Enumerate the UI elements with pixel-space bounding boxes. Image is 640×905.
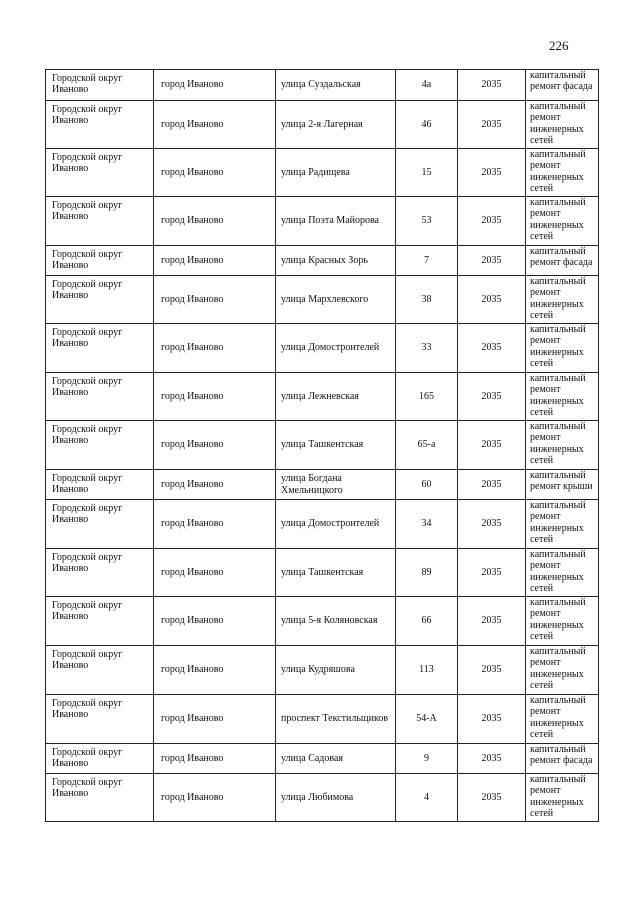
cell-street: [276, 276, 396, 324]
cell-district: [46, 197, 154, 246]
cell-district-text: Городской округ Иваново: [52, 600, 123, 623]
cell-year: [458, 276, 526, 324]
cell-district: [46, 421, 154, 470]
cell-district: [46, 695, 154, 744]
cell-year-text: 2035: [481, 615, 502, 627]
cell-district: [46, 101, 154, 149]
cell-house-number: [396, 324, 458, 373]
cell-city-text: город Иваново: [161, 752, 224, 764]
cell-district: [46, 549, 154, 597]
table-row: [46, 646, 599, 695]
cell-year: [458, 470, 526, 500]
cell-house-number: [396, 197, 458, 246]
cell-year-text: 2035: [481, 752, 502, 764]
cell-district-text: Городской округ Иваново: [52, 424, 123, 447]
cell-work-type: [526, 470, 599, 500]
cell-district-text: Городской округ Иваново: [52, 747, 123, 770]
cell-work-type-text: капитальный ремонт фасада: [530, 744, 593, 767]
cell-work-type: [526, 373, 599, 421]
cell-year: [458, 324, 526, 373]
cell-city: [154, 597, 276, 646]
cell-district: [46, 324, 154, 373]
cell-district-text: Городской округ Иваново: [52, 279, 123, 302]
cell-city: [154, 695, 276, 744]
cell-street: [276, 324, 396, 373]
table-row: [46, 373, 599, 421]
cell-city-text: город Иваново: [161, 118, 224, 130]
cell-street-text: улица Ташкентская: [281, 566, 364, 578]
cell-city-text: город Иваново: [161, 215, 224, 227]
cell-district-text: Городской округ Иваново: [52, 152, 123, 175]
cell-city-text: город Иваново: [161, 615, 224, 627]
cell-street-text: улица Кудряшова: [281, 664, 355, 676]
cell-year-text: 2035: [481, 79, 502, 91]
cell-city: [154, 774, 276, 822]
cell-house-number-text: 113: [419, 664, 434, 676]
cell-house-number: [396, 421, 458, 470]
cell-district: [46, 70, 154, 101]
cell-district: [46, 774, 154, 822]
cell-district: [46, 373, 154, 421]
page-number: 226: [549, 38, 569, 53]
cell-house-number: [396, 695, 458, 744]
cell-district-text: Городской округ Иваново: [52, 249, 123, 272]
table-row: [46, 324, 599, 373]
cell-work-type-text: капитальный ремонт инженерных сетей: [530, 597, 586, 643]
cell-year-text: 2035: [481, 478, 502, 490]
cell-house-number: [396, 373, 458, 421]
cell-street-text: проспект Текстильщиков: [281, 713, 389, 725]
cell-work-type: [526, 774, 599, 822]
cell-work-type: [526, 246, 599, 276]
cell-street: [276, 373, 396, 421]
cell-street: [276, 246, 396, 276]
cell-work-type: [526, 421, 599, 470]
cell-city-text: город Иваново: [161, 254, 224, 266]
cell-district: [46, 597, 154, 646]
table-row: [46, 276, 599, 324]
cell-city: [154, 324, 276, 373]
table-row: [46, 744, 599, 774]
cell-city-text: город Иваново: [161, 664, 224, 676]
cell-year: [458, 744, 526, 774]
cell-year-text: 2035: [481, 518, 502, 530]
cell-district: [46, 646, 154, 695]
cell-work-type-text: капитальный ремонт инженерных сетей: [530, 695, 586, 741]
cell-street-text: улица Домостроителей: [281, 342, 380, 354]
cell-district-text: Городской округ Иваново: [52, 777, 123, 800]
cell-street: [276, 744, 396, 774]
cell-year-text: 2035: [481, 215, 502, 227]
cell-house-number-text: 89: [421, 566, 432, 578]
cell-work-type: [526, 597, 599, 646]
cell-street: [276, 597, 396, 646]
table-row: [46, 149, 599, 197]
cell-year-text: 2035: [481, 166, 502, 178]
cell-work-type-text: капитальный ремонт инженерных сетей: [530, 197, 586, 243]
cell-house-number-text: 4: [424, 791, 429, 803]
cell-street-text: улица Любимова: [281, 791, 354, 803]
table-row: [46, 500, 599, 549]
table-row: [46, 470, 599, 500]
cell-house-number-text: 65-а: [417, 439, 436, 451]
cell-city-text: город Иваново: [161, 79, 224, 91]
cell-district-text: Городской округ Иваново: [52, 327, 123, 350]
cell-street-text: улица 2-я Лагерная: [281, 118, 363, 130]
cell-house-number-text: 53: [421, 215, 432, 227]
cell-street-text: улица Мархлевского: [281, 293, 369, 305]
repair-schedule-table: [45, 69, 599, 822]
cell-work-type-text: капитальный ремонт инженерных сетей: [530, 774, 586, 820]
cell-house-number: [396, 149, 458, 197]
cell-city-text: город Иваново: [161, 166, 224, 178]
cell-house-number-text: 7: [424, 254, 429, 266]
cell-work-type-text: капитальный ремонт инженерных сетей: [530, 646, 586, 692]
cell-work-type: [526, 149, 599, 197]
cell-work-type: [526, 500, 599, 549]
cell-city-text: город Иваново: [161, 713, 224, 725]
cell-house-number: [396, 276, 458, 324]
cell-house-number-text: 34: [421, 518, 432, 530]
cell-work-type-text: капитальный ремонт инженерных сетей: [530, 421, 586, 467]
cell-work-type-text: капитальный ремонт инженерных сетей: [530, 276, 586, 322]
cell-work-type-text: капитальный ремонт инженерных сетей: [530, 149, 586, 195]
cell-district: [46, 470, 154, 500]
cell-street-text: улица Садовая: [281, 752, 344, 764]
cell-street-text: улица Поэта Майорова: [281, 215, 379, 227]
cell-city: [154, 500, 276, 549]
cell-house-number: [396, 646, 458, 695]
cell-street: [276, 695, 396, 744]
cell-street: [276, 70, 396, 101]
cell-work-type-text: капитальный ремонт инженерных сетей: [530, 500, 586, 546]
cell-year-text: 2035: [481, 254, 502, 266]
cell-year: [458, 695, 526, 744]
cell-house-number-text: 54-А: [416, 713, 437, 725]
cell-district-text: Городской округ Иваново: [52, 73, 123, 96]
cell-street-text: улица Лежневская: [281, 390, 359, 402]
cell-house-number-text: 4а: [421, 79, 432, 91]
cell-street-text: улица Ташкентская: [281, 439, 364, 451]
cell-work-type-text: капитальный ремонт инженерных сетей: [530, 324, 586, 370]
cell-city: [154, 149, 276, 197]
cell-work-type: [526, 324, 599, 373]
cell-year-text: 2035: [481, 664, 502, 676]
cell-work-type: [526, 695, 599, 744]
cell-year-text: 2035: [481, 439, 502, 451]
cell-year-text: 2035: [481, 713, 502, 725]
cell-street: [276, 197, 396, 246]
cell-street: [276, 149, 396, 197]
cell-street: [276, 500, 396, 549]
cell-house-number-text: 33: [421, 342, 432, 354]
cell-house-number: [396, 70, 458, 101]
cell-work-type-text: капитальный ремонт инженерных сетей: [530, 101, 586, 147]
cell-city: [154, 246, 276, 276]
table-row: [46, 421, 599, 470]
cell-street: [276, 101, 396, 149]
cell-year: [458, 500, 526, 549]
table-row: [46, 597, 599, 646]
table-row: [46, 695, 599, 744]
table-row: [46, 774, 599, 822]
cell-year-text: 2035: [481, 390, 502, 402]
cell-district: [46, 246, 154, 276]
cell-district-text: Городской округ Иваново: [52, 473, 123, 496]
cell-house-number: [396, 549, 458, 597]
cell-district-text: Городской округ Иваново: [52, 104, 123, 127]
cell-year: [458, 373, 526, 421]
cell-street-text: улица Красных Зорь: [281, 254, 368, 266]
cell-city-text: город Иваново: [161, 478, 224, 490]
cell-district-text: Городской округ Иваново: [52, 649, 123, 672]
cell-district-text: Городской округ Иваново: [52, 698, 123, 721]
cell-city: [154, 646, 276, 695]
table-body: [46, 70, 599, 822]
cell-street-text: улица 5-я Коляновская: [281, 615, 378, 627]
cell-street-text: улица Домостроителей: [281, 518, 380, 530]
cell-district: [46, 500, 154, 549]
cell-work-type-text: капитальный ремонт инженерных сетей: [530, 373, 586, 419]
cell-year: [458, 246, 526, 276]
cell-city: [154, 197, 276, 246]
cell-house-number: [396, 246, 458, 276]
cell-house-number: [396, 597, 458, 646]
cell-year: [458, 197, 526, 246]
cell-house-number: [396, 744, 458, 774]
cell-city-text: город Иваново: [161, 342, 224, 354]
cell-house-number-text: 165: [419, 390, 434, 402]
cell-work-type: [526, 646, 599, 695]
cell-work-type: [526, 744, 599, 774]
cell-work-type: [526, 70, 599, 101]
cell-year-text: 2035: [481, 791, 502, 803]
cell-street-text: улица Суздальская: [281, 79, 361, 91]
cell-district-text: Городской округ Иваново: [52, 200, 123, 223]
cell-district: [46, 276, 154, 324]
cell-street: [276, 774, 396, 822]
cell-year: [458, 646, 526, 695]
cell-street: [276, 549, 396, 597]
cell-house-number-text: 60: [421, 478, 432, 490]
cell-district-text: Городской округ Иваново: [52, 552, 123, 575]
cell-house-number-text: 66: [421, 615, 432, 627]
cell-city-text: город Иваново: [161, 791, 224, 803]
cell-work-type: [526, 549, 599, 597]
table-row: [46, 101, 599, 149]
cell-year: [458, 149, 526, 197]
cell-city-text: город Иваново: [161, 293, 224, 305]
cell-street-text: улица Радищева: [281, 166, 350, 178]
cell-work-type: [526, 276, 599, 324]
cell-city: [154, 373, 276, 421]
cell-city: [154, 421, 276, 470]
cell-year: [458, 597, 526, 646]
cell-house-number: [396, 774, 458, 822]
cell-street: [276, 646, 396, 695]
cell-year: [458, 549, 526, 597]
cell-work-type-text: капитальный ремонт фасада: [530, 246, 593, 269]
cell-district: [46, 744, 154, 774]
cell-district-text: Городской округ Иваново: [52, 376, 123, 399]
cell-year: [458, 70, 526, 101]
cell-street: [276, 470, 396, 500]
cell-city: [154, 744, 276, 774]
cell-year-text: 2035: [481, 566, 502, 578]
cell-year: [458, 101, 526, 149]
cell-city: [154, 70, 276, 101]
cell-house-number-text: 9: [424, 752, 429, 764]
cell-city: [154, 101, 276, 149]
cell-year-text: 2035: [481, 342, 502, 354]
cell-city-text: город Иваново: [161, 518, 224, 530]
cell-house-number: [396, 470, 458, 500]
cell-house-number-text: 38: [421, 293, 432, 305]
cell-house-number: [396, 101, 458, 149]
cell-city: [154, 470, 276, 500]
cell-year: [458, 774, 526, 822]
cell-house-number-text: 15: [421, 166, 432, 178]
cell-work-type-text: капитальный ремонт инженерных сетей: [530, 549, 586, 595]
cell-work-type: [526, 101, 599, 149]
cell-city-text: город Иваново: [161, 390, 224, 402]
cell-house-number: [396, 500, 458, 549]
cell-street-text: улица Богдана Хмельницкого: [281, 473, 343, 496]
cell-city: [154, 549, 276, 597]
cell-year-text: 2035: [481, 293, 502, 305]
cell-year-text: 2035: [481, 118, 502, 130]
cell-work-type: [526, 197, 599, 246]
cell-city: [154, 276, 276, 324]
cell-street: [276, 421, 396, 470]
cell-city-text: город Иваново: [161, 439, 224, 451]
cell-district-text: Городской округ Иваново: [52, 503, 123, 526]
table-row: [46, 197, 599, 246]
table-row: [46, 70, 599, 101]
table-row: [46, 549, 599, 597]
cell-district: [46, 149, 154, 197]
cell-year: [458, 421, 526, 470]
cell-city-text: город Иваново: [161, 566, 224, 578]
cell-work-type-text: капитальный ремонт крыши: [530, 470, 593, 493]
cell-house-number-text: 46: [421, 118, 432, 130]
cell-work-type-text: капитальный ремонт фасада: [530, 70, 593, 93]
table-row: [46, 246, 599, 276]
